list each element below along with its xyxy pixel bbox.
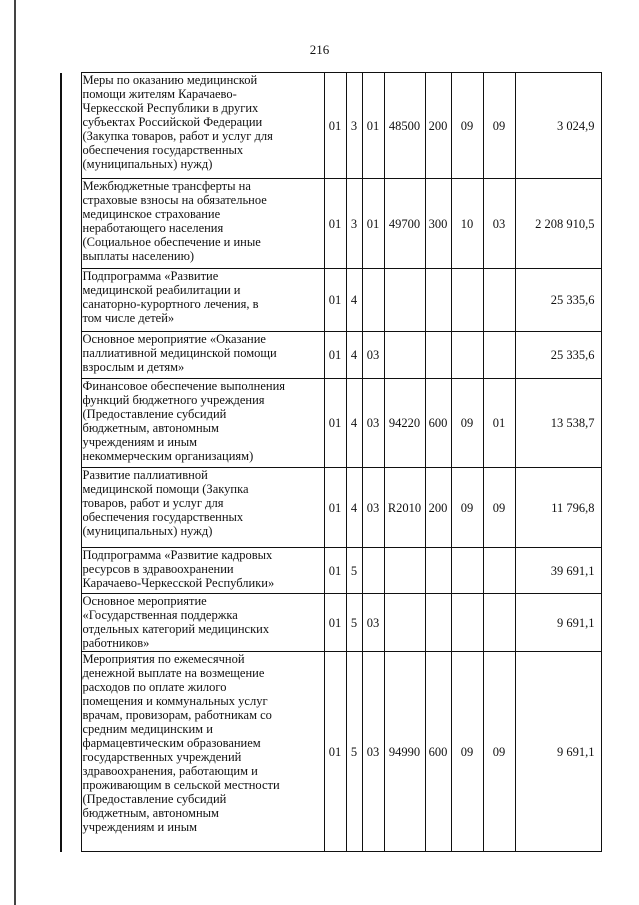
row-code-cell-c6 (451, 594, 483, 652)
row-side-cell (61, 379, 81, 468)
table-body (61, 73, 601, 852)
row-code-cell-c5 (425, 332, 451, 379)
row-code-cell-c3: 03 (362, 332, 384, 379)
row-code-cell-c7: 09 (483, 652, 515, 852)
row-code-cell-c7: 09 (483, 468, 515, 548)
row-code-cell-c1: 01 (324, 594, 346, 652)
row-code-cell-c4: 48500 (384, 73, 425, 179)
row-code-cell-c7 (483, 548, 515, 594)
row-name-cell: Мероприятия по ежемесячной денежной выплате на возмещение расходов по оплате жилого помещения и коммунальных услуг врачам, провизорам, работникам со средним медицинским и фармацевтическим образованием государственных учреждений здравоохранения, работающим и проживающим в сельской местности (Предоставление субсидий бюджетным, автономным учреждениям и иным (81, 652, 324, 852)
row-amount-cell: 11 796,8 (515, 468, 601, 548)
row-code-cell-c6: 09 (451, 468, 483, 548)
row-code-cell-c1: 01 (324, 652, 346, 852)
row-code-cell-c4 (384, 269, 425, 332)
row-amount-cell: 39 691,1 (515, 548, 601, 594)
row-code-cell-c5 (425, 594, 451, 652)
table-row (61, 468, 601, 548)
row-name-cell: Межбюджетные трансферты на страховые взносы на обязательное медицинское страхование неработающего населения (Социальное обеспечение и иные выплаты населению) (81, 179, 324, 269)
row-amount-cell: 13 538,7 (515, 379, 601, 468)
table-row (61, 332, 601, 379)
row-code-cell-c5: 200 (425, 73, 451, 179)
row-code-cell-c5 (425, 269, 451, 332)
row-code-cell-c1: 01 (324, 548, 346, 594)
row-amount-cell: 9 691,1 (515, 594, 601, 652)
row-code-cell-c2: 4 (346, 332, 362, 379)
row-code-cell-c6: 09 (451, 73, 483, 179)
row-code-cell-c3 (362, 269, 384, 332)
row-code-cell-c3 (362, 548, 384, 594)
row-amount-cell: 2 208 910,5 (515, 179, 601, 269)
row-code-cell-c7 (483, 594, 515, 652)
row-code-cell-c7: 03 (483, 179, 515, 269)
row-code-cell-c4 (384, 594, 425, 652)
row-code-cell-c4: 49700 (384, 179, 425, 269)
row-code-cell-c4 (384, 332, 425, 379)
row-name-cell: Основное мероприятие «Оказание паллиативной медицинской помощи взрослым и детям» (81, 332, 324, 379)
row-side-cell (61, 468, 81, 548)
row-code-cell-c1: 01 (324, 332, 346, 379)
row-code-cell-c4 (384, 548, 425, 594)
row-code-cell-c6 (451, 548, 483, 594)
row-side-cell (61, 652, 81, 852)
row-amount-cell: 25 335,6 (515, 332, 601, 379)
row-side-cell (61, 594, 81, 652)
row-code-cell-c6 (451, 269, 483, 332)
row-code-cell-c2: 5 (346, 548, 362, 594)
row-code-cell-c2: 3 (346, 179, 362, 269)
row-code-cell-c6: 09 (451, 379, 483, 468)
table-row (61, 73, 601, 179)
table-row (61, 179, 601, 269)
row-code-cell-c2: 4 (346, 468, 362, 548)
row-code-cell-c3: 01 (362, 179, 384, 269)
budget-table (60, 72, 602, 852)
row-amount-cell: 3 024,9 (515, 73, 601, 179)
row-code-cell-c2: 5 (346, 652, 362, 852)
row-code-cell-c7: 01 (483, 379, 515, 468)
row-code-cell-c1: 01 (324, 379, 346, 468)
row-code-cell-c3: 01 (362, 73, 384, 179)
row-code-cell-c2: 3 (346, 73, 362, 179)
row-code-cell-c5: 600 (425, 379, 451, 468)
row-code-cell-c7 (483, 332, 515, 379)
table-row (61, 548, 601, 594)
row-code-cell-c6: 09 (451, 652, 483, 852)
page-left-edge (14, 0, 16, 905)
row-code-cell-c1: 01 (324, 468, 346, 548)
row-code-cell-c3: 03 (362, 594, 384, 652)
row-code-cell-c5: 200 (425, 468, 451, 548)
row-name-cell: Меры по оказанию медицинской помощи жителям Карачаево- Черкесской Республики в других субъектах Российской Федерации (Закупка товаров, работ и услуг для обеспечения государственных (муниципальных) нужд) (81, 73, 324, 179)
row-code-cell-c3: 03 (362, 652, 384, 852)
row-code-cell-c2: 4 (346, 269, 362, 332)
row-amount-cell: 9 691,1 (515, 652, 601, 852)
row-name-cell: Подпрограмма «Развитие кадровых ресурсов в здравоохранении Карачаево-Черкесской Республики» (81, 548, 324, 594)
row-code-cell-c4: 94220 (384, 379, 425, 468)
row-code-cell-c5: 600 (425, 652, 451, 852)
table-row (61, 652, 601, 852)
row-code-cell-c6 (451, 332, 483, 379)
row-code-cell-c2: 5 (346, 594, 362, 652)
row-code-cell-c6: 10 (451, 179, 483, 269)
row-code-cell-c3: 03 (362, 379, 384, 468)
row-side-cell (61, 332, 81, 379)
row-code-cell-c3: 03 (362, 468, 384, 548)
row-code-cell-c7: 09 (483, 73, 515, 179)
row-amount-cell: 25 335,6 (515, 269, 601, 332)
row-code-cell-c5 (425, 548, 451, 594)
row-code-cell-c5: 300 (425, 179, 451, 269)
row-name-cell: Развитие паллиативной медицинской помощи (Закупка товаров, работ и услуг для обеспечения государственных (муниципальных) нужд) (81, 468, 324, 548)
row-name-cell: Подпрограмма «Развитие медицинской реабилитации и санаторно-курортного лечения, в том числе детей» (81, 269, 324, 332)
row-side-cell (61, 179, 81, 269)
row-code-cell-c2: 4 (346, 379, 362, 468)
row-name-cell: Финансовое обеспечение выполнения функций бюджетного учреждения (Предоставление субсидий бюджетным, автономным учреждениям и иным некоммерческим организациям) (81, 379, 324, 468)
table-row (61, 269, 601, 332)
table-row (61, 379, 601, 468)
row-code-cell-c1: 01 (324, 269, 346, 332)
row-side-cell (61, 548, 81, 594)
row-side-cell (61, 73, 81, 179)
row-code-cell-c7 (483, 269, 515, 332)
table-row (61, 594, 601, 652)
row-code-cell-c1: 01 (324, 179, 346, 269)
row-name-cell: Основное мероприятие «Государственная поддержка отдельных категорий медицинских работников» (81, 594, 324, 652)
row-code-cell-c1: 01 (324, 73, 346, 179)
row-side-cell (61, 269, 81, 332)
row-code-cell-c4: R2010 (384, 468, 425, 548)
row-code-cell-c4: 94990 (384, 652, 425, 852)
page-number: 216 (309, 42, 330, 57)
